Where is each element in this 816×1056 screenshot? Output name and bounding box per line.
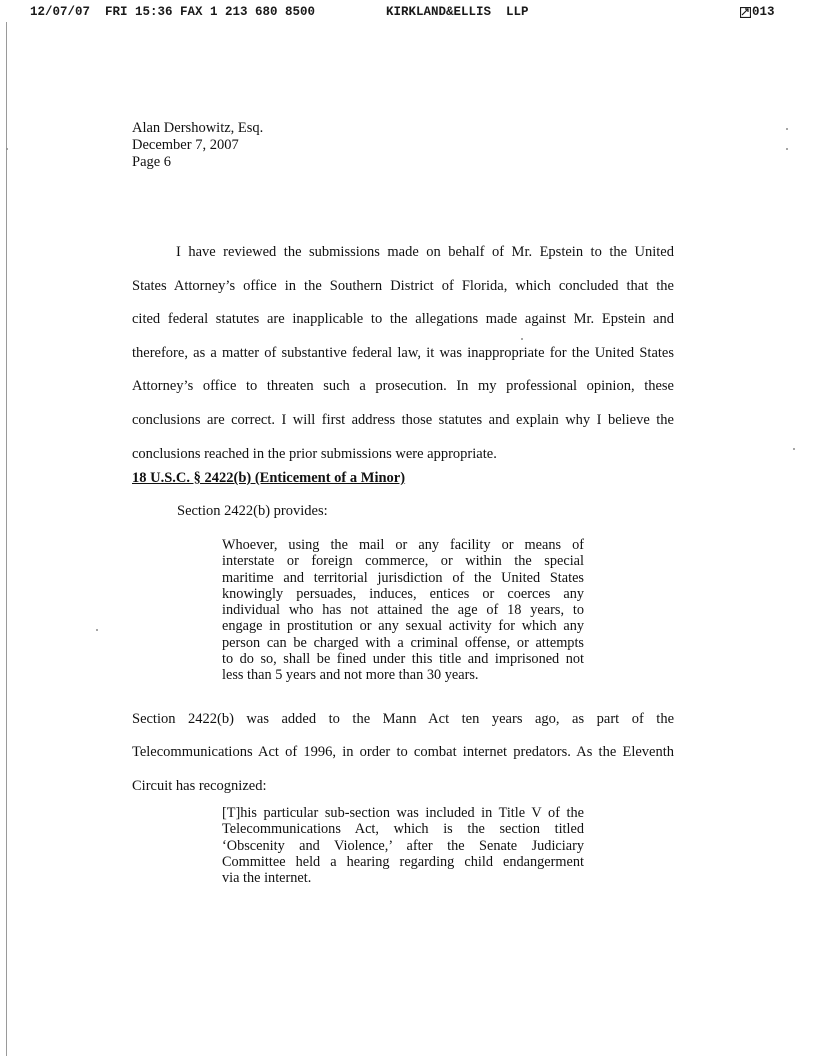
quote-line: knowingly persuades, induces, entices or coerces any	[222, 585, 584, 602]
quote-line: to do so, shall be fined under this title and imprisoned not	[222, 651, 584, 668]
quote-line: Committee held a hearing regarding child endangerment	[222, 853, 584, 870]
recipient-name: Alan Dershowitz, Esq.	[132, 120, 264, 136]
letter-date: December 7, 2007	[132, 137, 239, 153]
paragraph-line: Telecommunications Act of 1996, in order to combat internet predators. As the Eleventh	[132, 744, 674, 761]
quote-line: [T]his particular sub-section was included in Title V of the	[222, 805, 584, 821]
quote-line: person can be charged with a criminal offense, or attempts	[222, 634, 584, 651]
paragraph-line: conclusions are correct. I will first address those statutes and explain why I believe the	[132, 411, 674, 428]
quote-line: Whoever, using the mail or any facility or means of	[222, 537, 584, 553]
letter-heading	[132, 120, 263, 171]
fax-datetime: 12/07/07 FRI 15:36 FAX 1 213 680 8500	[30, 5, 316, 19]
quote-line: interstate or foreign commerce, or within the special	[222, 553, 584, 570]
fax-page-indicator	[740, 5, 775, 19]
paragraph-line: Section 2422(b) was added to the Mann Act ten years ago, as part of the	[132, 711, 674, 727]
mann-act-paragraph	[132, 703, 674, 803]
quote-line: Telecommunications Act, which is the section titled	[222, 821, 584, 838]
fax-firm-name: KIRKLAND&ELLIS LLP	[386, 5, 529, 19]
paragraph-line: conclusions reached in the prior submissions were appropriate.	[132, 445, 497, 462]
paragraph-line: States Attorney’s office in the Southern District of Florida, which concluded that the	[132, 277, 674, 294]
fax-page-icon	[740, 7, 751, 18]
section-heading: 18 U.S.C. § 2422(b) (Enticement of a Minor)	[132, 470, 406, 486]
quote-line: ‘Obscenity and Violence,’ after the Senate Judiciary	[222, 837, 584, 854]
statute-block-quote	[222, 537, 584, 684]
opening-paragraph	[132, 236, 674, 471]
scan-margin-line	[6, 22, 7, 1056]
paragraph-line: Attorney’s office to threaten such a prosecution. In my professional opinion, these	[132, 378, 674, 395]
paragraph-line: therefore, as a matter of substantive federal law, it was inappropriate for the United States	[132, 344, 674, 361]
paragraph-line: cited federal statutes are inapplicable to the allegations made against Mr. Epstein and	[132, 311, 674, 328]
section-intro: Section 2422(b) provides:	[177, 503, 328, 519]
paragraph-line: Circuit has recognized:	[132, 777, 267, 794]
fax-header	[0, 5, 816, 23]
circuit-block-quote	[222, 805, 584, 886]
quote-line: engage in prostitution or any sexual activity for which any	[222, 618, 584, 635]
paragraph-line: I have reviewed the submissions made on behalf of Mr. Epstein to the United	[176, 244, 674, 260]
quote-line: individual who has not attained the age of 18 years, to	[222, 602, 584, 619]
quote-line: less than 5 years and not more than 30 years.	[222, 667, 479, 684]
quote-line: maritime and territorial jurisdiction of the United States	[222, 569, 584, 586]
quote-line: via the internet.	[222, 870, 312, 887]
fax-page-number: 013	[752, 5, 775, 19]
page-label: Page 6	[132, 154, 172, 170]
